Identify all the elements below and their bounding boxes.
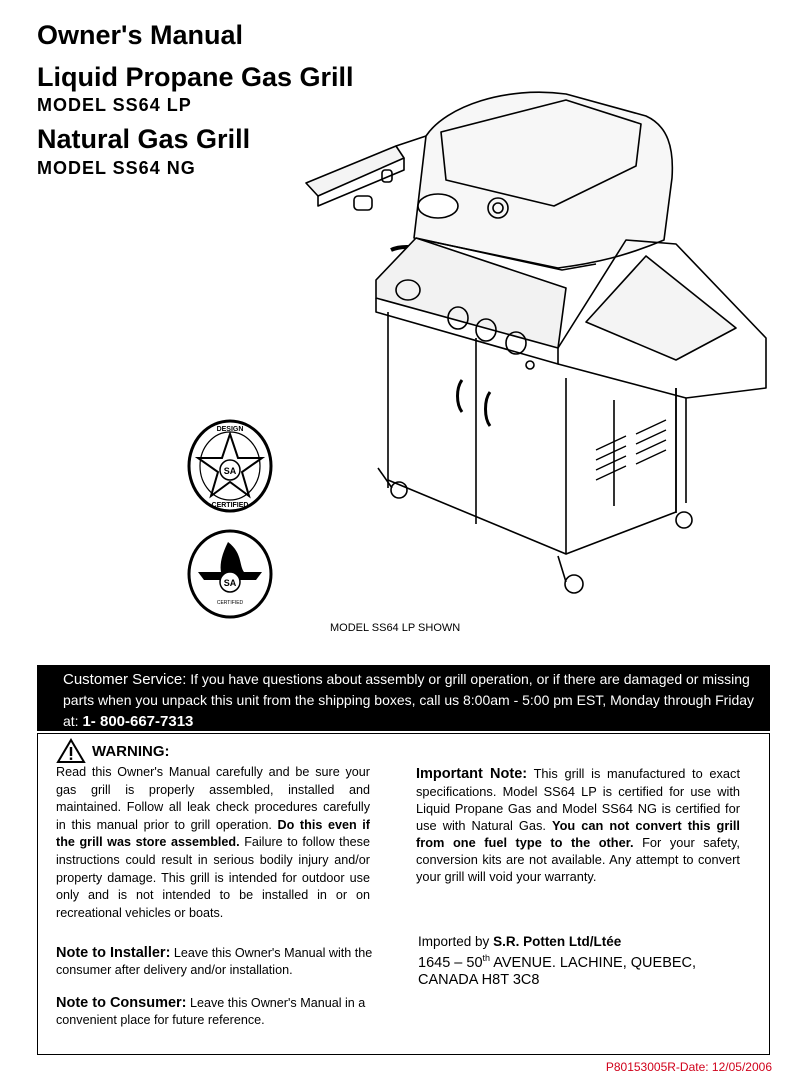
seal-certified-label: CERTIFIED (211, 502, 249, 509)
important-note-text-1: This grill is manufactured to exact specifications. Model SS64 LP is certified for use with Liquid Propane Gas and Model SS64 NG is certified for use with Natural Gas. (416, 766, 740, 833)
design-certified-seal (186, 418, 274, 514)
installer-note (56, 945, 386, 979)
seal-flame-certified-label: CERTIFIED (216, 600, 244, 606)
important-note (416, 765, 740, 885)
important-note-label: Important Note: (416, 766, 528, 782)
importer-prefix: Imported by (418, 934, 490, 949)
importer-line (418, 933, 748, 950)
seal-design-label: DESIGN (216, 426, 244, 433)
warning-heading-text: WARNING: (92, 742, 170, 760)
grill-illustration (296, 88, 774, 608)
importer-address-line-2: CANADA H8T 3C8 (418, 971, 540, 988)
importer-address-street: AVENUE. LACHINE, QUEBEC, (493, 954, 697, 971)
svg-text:SA: SA (223, 578, 237, 588)
importer-address-number: 1645 – 50 (418, 954, 483, 971)
consumer-note (56, 995, 386, 1029)
warning-heading (56, 738, 170, 764)
importer-address-line-1 (418, 950, 748, 972)
installer-note-label: Note to Installer: (56, 945, 171, 961)
warning-text-1: Read this Owner's Manual carefully and be sure your gas grill is properly assembled, installed and maintained. Follow all leak check procedures carefully in this manual prior to grill operation. (56, 765, 370, 832)
customer-service-text: If you have questions about assembly or grill operation, or if there are damaged or missing parts when you unpack this unit from the shipping boxes, call us 8:00am - 5:00 pm EST, Monday through Friday at: (63, 671, 755, 729)
warning-text-bold: Do this even if the grill was store assembled. (56, 817, 370, 850)
customer-service-phone: 1- 800-667-7313 (82, 713, 194, 730)
manual-title: Owner's Manual (37, 20, 243, 50)
figure-caption: MODEL SS64 LP SHOWN (330, 622, 461, 634)
flame-certified-seal (186, 528, 274, 620)
importer-address-suffix: th (482, 953, 491, 963)
installer-note-text: Leave this Owner's Manual with the consumer after delivery and/or installation. (56, 946, 373, 977)
warning-body (56, 764, 370, 922)
warning-text-2: Failure to follow these instructions could result in serious bodily injury and/or property damage. This grill is intended for outdoor use only and is not intended to be installed in or on recreational vehicles or boats. (56, 835, 370, 920)
document-code: P80153005R-Date: 12/05/2006 (605, 1060, 772, 1074)
importer-info (418, 933, 748, 989)
svg-text:SA: SA (223, 466, 237, 476)
important-note-text-2: For your safety, conversion kits are not available. Any attempt to convert your grill will void your warranty. (416, 835, 740, 884)
warning-triangle-icon (56, 738, 86, 764)
product-title-ng: Natural Gas Grill (37, 124, 251, 154)
important-note-bold: You can not convert this grill from one fuel type to the other. (416, 818, 740, 850)
importer-name: S.R. Potten Ltd/Ltée (493, 934, 622, 949)
model-number-ng: MODEL SS64 NG (37, 158, 196, 178)
customer-service-label: Customer Service: (63, 671, 187, 688)
consumer-note-text: Leave this Owner's Manual in a convenient place for future reference. (56, 996, 366, 1027)
product-title-lp: Liquid Propane Gas Grill (37, 62, 354, 92)
customer-service-banner (37, 665, 770, 731)
model-number-lp: MODEL SS64 LP (37, 95, 192, 115)
consumer-note-label: Note to Consumer: (56, 995, 187, 1011)
